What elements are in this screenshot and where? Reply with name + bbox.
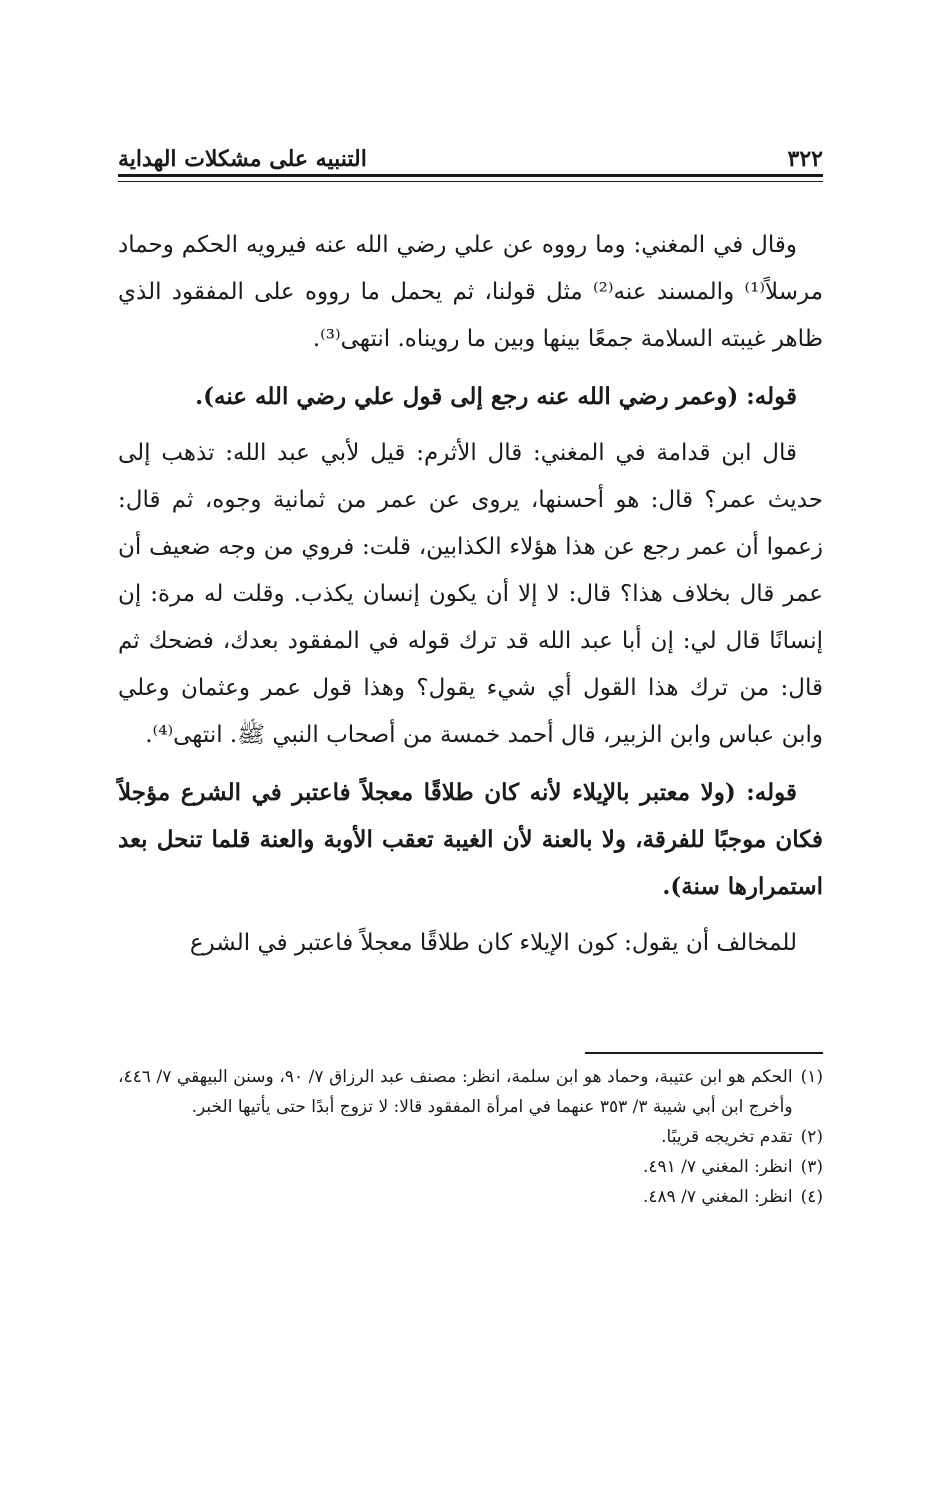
footnote-number: (٢) xyxy=(800,1127,823,1147)
paragraph-ibn-qudama: قال ابن قدامة في المغني: قال الأثرم: قيل لأبي عبد الله: تذهب إلى حديث عمر؟ قال: هو أحسنها، يروى عن عمر من ثمانية وجوه، ثم قال: زعموا أن عمر رجع عن هذا هؤلاء الكذابين، قلت: فروي من وجه ضعيف أن عمر قال بخلاف هذا؟ قال: لا إلا أن يكون إنسان يكذب. وقلت له مرة: إن إنسانًا قال لي: إن أبا عبد الله قد ترك قوله في المفقود بعدك، فضحك ثم قال: من ترك هذا القول أي شيء يقول؟ وهذا قول عمر وعثمان وعلي وابن عباس وابن الزبير، قال أحمد خمسة من أصحاب النبي ﷺ. انتهى⁽⁴⁾. xyxy=(118,440,823,748)
footnote-text: الحكم هو ابن عتيبة، وحماد هو ابن سلمة، انظر: مصنف عبد الرزاق ٧/ ٩٠، وسنن البيهقي ٧/ ٤٤٦، وأخرج ابن أبي شيبة ٣/ ٣٥٣ عنهما في امرأة المفقود قالا: لا تزوج أبدًا حتى يأتيها الخبر. xyxy=(118,1067,793,1117)
header-rule-thin xyxy=(118,181,823,182)
footnote-number: (٤) xyxy=(800,1187,823,1207)
paragraph-qawluhu-umar: قوله: (وعمر رضي الله عنه رجع إلى قول علي رضي الله عنه). xyxy=(195,383,797,410)
footnote-number: (١) xyxy=(800,1067,823,1087)
paragraph-mughni-quote: وقال في المغني: وما رووه عن علي رضي الله عنه فيرويه الحكم وحماد مرسلاً⁽¹⁾ والمسند عنه⁽²⁾ مثل قولنا، ثم يحمل ما رووه على المفقود الذي ظاهر غيبته السلامة جمعًا بينها وبين ما رويناه. انتهى⁽³⁾. xyxy=(118,232,824,352)
footnote-text: انظر: المغني ٧/ ٤٩١. xyxy=(642,1157,793,1177)
footnotes xyxy=(118,1062,823,1212)
footnote-number: (٣) xyxy=(800,1157,823,1177)
book-page xyxy=(118,0,823,1493)
footnote-2 xyxy=(118,1122,823,1152)
main-text xyxy=(118,222,823,977)
footnote-1 xyxy=(118,1062,823,1122)
paragraph-qawluhu-ila: قوله: (ولا معتبر بالإيلاء لأنه كان طلاقًا معجلاً فاعتبر في الشرع مؤجلاً فكان موجبًا للفرقة، ولا بالعنة لأن الغيبة تعقب الأوبة والعنة قلما تنحل بعد استمرارها سنة). xyxy=(118,779,823,900)
footnote-text: انظر: المغني ٧/ ٤٨٩. xyxy=(642,1187,793,1207)
footnote-3 xyxy=(118,1152,823,1182)
header-rule-thick xyxy=(118,174,823,177)
page-number: ٣٢٢ xyxy=(787,146,823,172)
footnote-separator xyxy=(585,1052,823,1054)
footnote-text: تقدم تخريجه قريبًا. xyxy=(661,1127,793,1147)
running-header xyxy=(118,132,823,172)
paragraph-mukhalif: للمخالف أن يقول: كون الإيلاء كان طلاقًا معجلاً فاعتبر في الشرع xyxy=(189,930,797,956)
footnote-4 xyxy=(118,1182,823,1212)
book-title: التنبيه على مشكلات الهداية xyxy=(118,146,367,172)
